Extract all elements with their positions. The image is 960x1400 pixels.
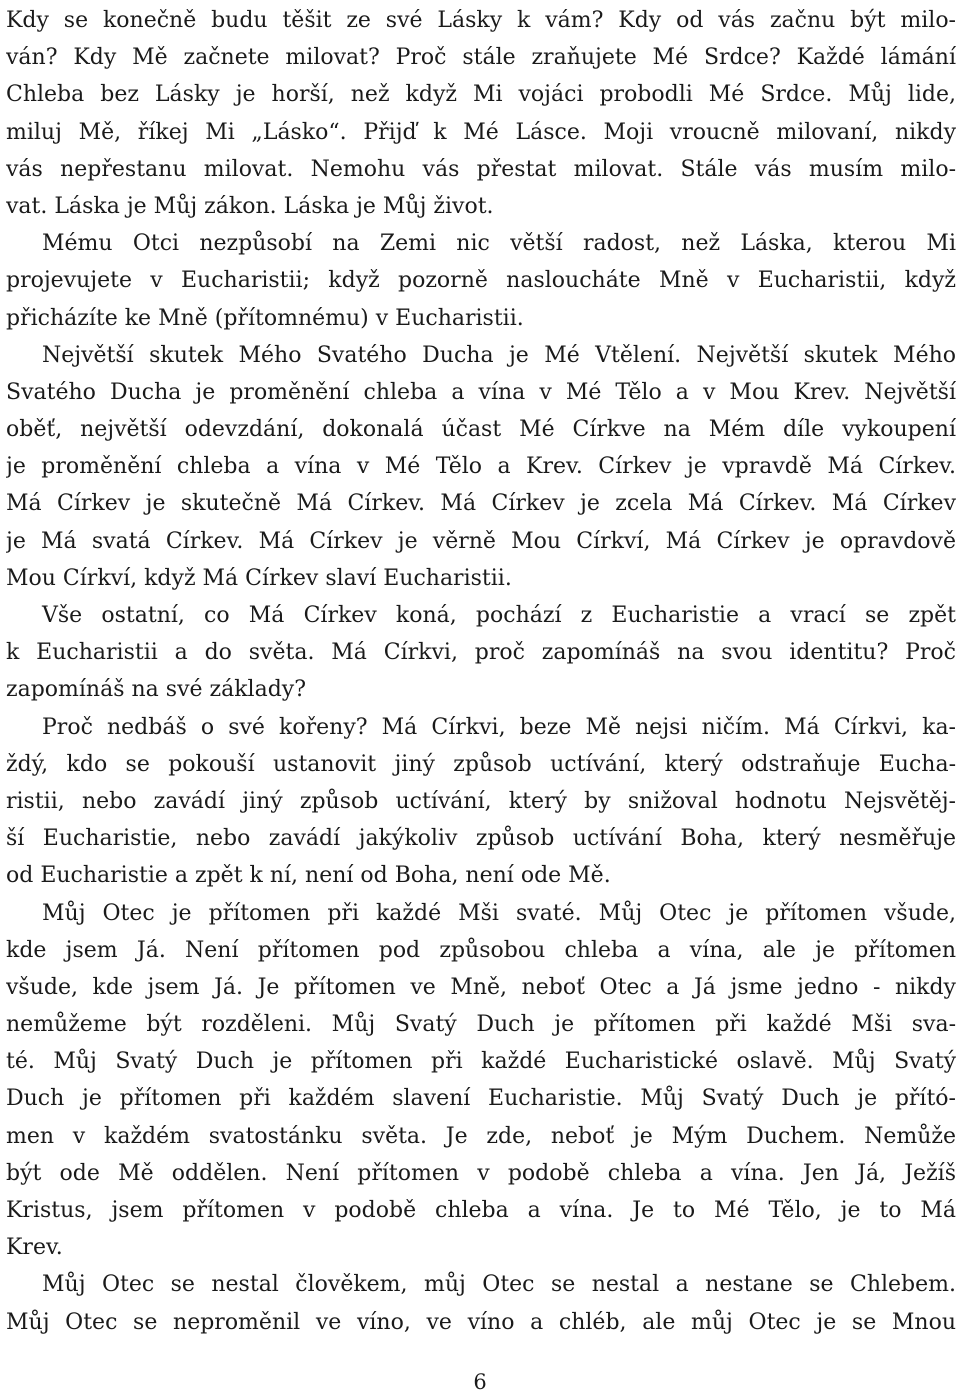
- body-text: [6, 0, 956, 1341]
- text-line: od Eucharistie a zpět k ní, není od Boha, není ode Mě.: [6, 863, 611, 889]
- text-line: Můj Otec se neproměnil ve víno, ve víno a chléb, ale můj Otec je se Mnou: [6, 1309, 956, 1335]
- text-line: Svatého Ducha je proměnění chleba a vína v Mé Tělo a v Mou Krev. Největší: [6, 379, 956, 405]
- text-line: té. Můj Svatý Duch je přítomen při každé Eucharistické oslavě. Můj Svatý: [6, 1049, 956, 1075]
- text-line: všude, kde jsem Já. Je přítomen ve Mně, neboť Otec a Já jsme jedno - nikdy: [6, 974, 956, 1000]
- text-line: k Eucharistii a do světa. Má Církvi, proč zapomínáš na svou identitu? Proč: [6, 640, 956, 666]
- text-line: ždý, kdo se pokouší ustanovit jiný způsob uctívání, který odstraňuje Eucha-: [6, 751, 956, 777]
- text-line: miluj Mě, říkej Mi „Lásko“. Přijď k Mé Lásce. Moji vroucně milovaní, nikdy: [6, 119, 956, 145]
- text-line: Duch je přítomen při každém slavení Eucharistie. Můj Svatý Duch je přító-: [6, 1086, 956, 1112]
- text-line: Vše ostatní, co Má Církev koná, pochází z Eucharistie a vrací se zpět: [42, 603, 956, 628]
- text-line: zapomínáš na své základy?: [6, 677, 307, 703]
- text-line: ristii, nebo zavádí jiný způsob uctívání, který by snižoval hodnotu Nejsvětěj-: [6, 788, 956, 814]
- text-line: Krev.: [6, 1235, 63, 1261]
- text-line: Mou Církví, když Má Církev slaví Eucharistii.: [6, 565, 512, 591]
- text-line: Proč nedbáš o své kořeny? Má Církvi, beze Mě nejsi ničím. Má Církvi, ka-: [42, 714, 956, 740]
- text-line: ší Eucharistie, nebo zavádí jakýkoliv způsob uctívání Boha, který nesměřuje: [6, 826, 956, 852]
- text-line: je proměnění chleba a vína v Mé Tělo a Krev. Církev je vpravdě Má Církev.: [6, 454, 956, 480]
- text-line: být ode Mě oddělen. Není přítomen v podobě chleba a vína. Jen Já, Ježíš: [6, 1160, 956, 1186]
- document-page: [6, 0, 956, 1400]
- text-line: vás nepřestanu milovat. Nemohu vás přestat milovat. Stále vás musím milo-: [6, 156, 956, 182]
- text-line: oběť, největší odevzdání, dokonalá účast Mé Církve na Mém díle vykoupení: [6, 417, 956, 443]
- text-line: vat. Láska je Můj zákon. Láska je Můj život.: [6, 193, 494, 219]
- text-line: kde jsem Já. Není přítomen pod způsobou chleba a vína, ale je přítomen: [6, 937, 956, 963]
- text-line: Největší skutek Mého Svatého Ducha je Mé Vtělení. Největší skutek Mého: [42, 342, 956, 368]
- text-line: je Má svatá Církev. Má Církev je věrně Mou Církví, Má Církev je opravdově: [6, 528, 956, 554]
- text-line: Chleba bez Lásky je horší, než když Mi vojáci probodli Mé Srdce. Můj lide,: [6, 82, 956, 108]
- text-line: nemůžeme být rozděleni. Můj Svatý Duch je přítomen při každé Mši sva-: [6, 1012, 956, 1038]
- text-line: Má Církev je skutečně Má Církev. Má Církev je zcela Má Církev. Má Církev: [6, 491, 956, 517]
- text-line: ván? Kdy Mě začnete milovat? Proč stále zraňujete Mé Srdce? Každé lámání: [6, 45, 956, 71]
- page-number: 6: [473, 1370, 487, 1394]
- text-line: Kristus, jsem přítomen v podobě chleba a vína. Je to Mé Tělo, je to Má: [6, 1198, 956, 1223]
- text-line: Kdy se konečně budu těšit ze své Lásky k vám? Kdy od vás začnu být milo-: [6, 8, 956, 33]
- text-line: men v každém svatostánku světa. Je zde, neboť je Mým Duchem. Nemůže: [6, 1123, 956, 1149]
- text-line: Mému Otci nezpůsobí na Zemi nic větší radost, než Láska, kterou Mi: [42, 231, 956, 257]
- text-line: Můj Otec se nestal člověkem, můj Otec se nestal a nestane se Chlebem.: [42, 1272, 956, 1298]
- text-line: projevujete v Eucharistii; když pozorně nasloucháte Mně v Eucharistii, když: [6, 268, 956, 294]
- text-line: Můj Otec je přítomen při každé Mši svaté. Můj Otec je přítomen všude,: [42, 900, 956, 926]
- text-line: přicházíte ke Mně (přítomnému) v Eucharistii.: [6, 305, 524, 331]
